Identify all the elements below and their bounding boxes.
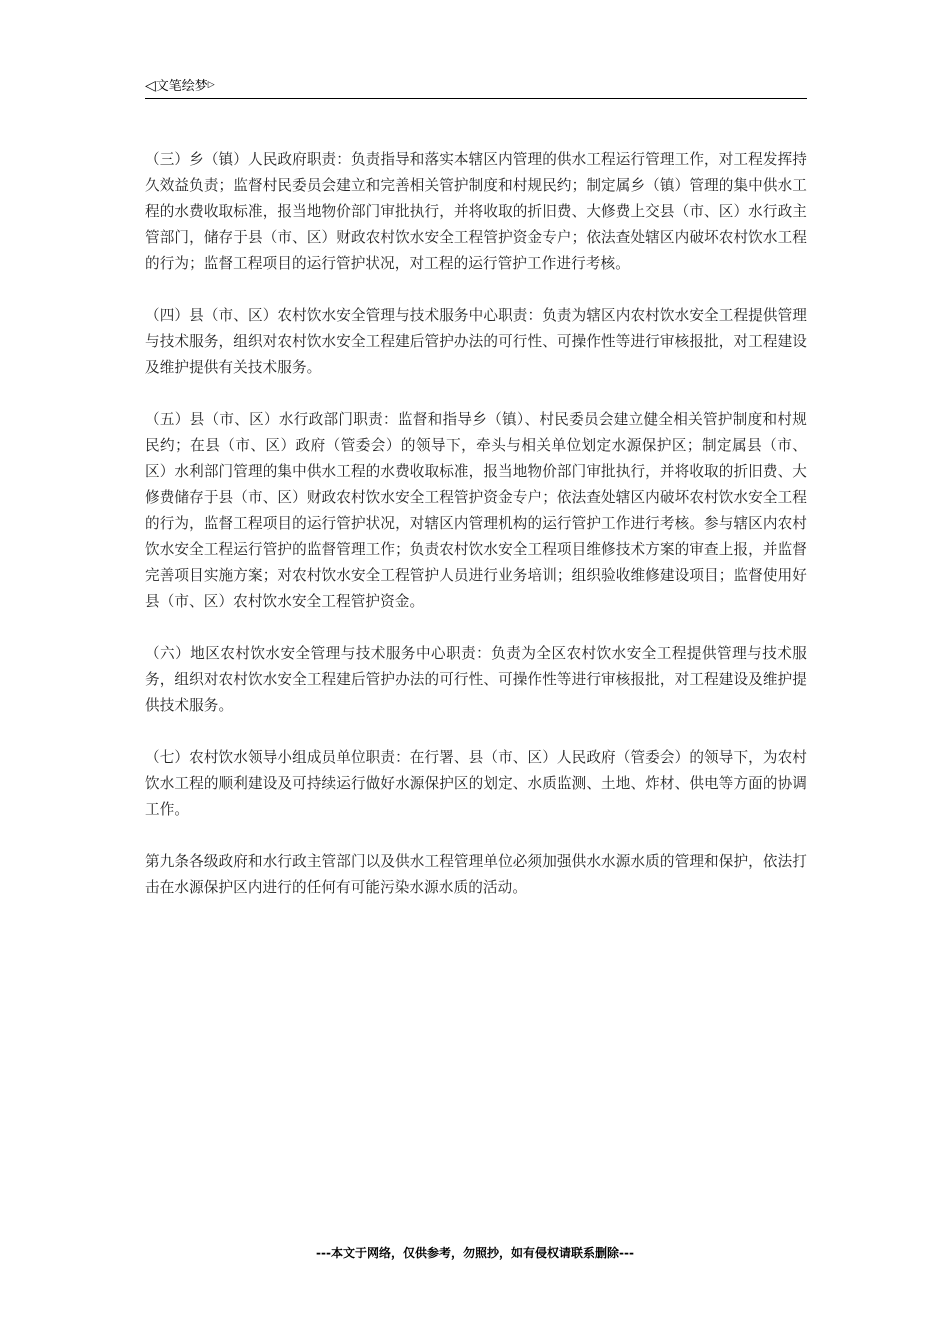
document-body	[145, 147, 807, 927]
header-title	[145, 76, 215, 96]
paragraph-township-duties: （三）乡（镇）人民政府职责：负责指导和落实本辖区内管理的供水工程运行管理工作，对工程发挥持久效益负责；监督村民委员会建立和完善相关管护制度和村规民约；制定属乡（镇）管理的集中供水工程的水费收取标准，报当地物价部门审批执行，并将收取的折旧费、大修费上交县（市、区）水行政主管部门，储存于县（市、区）财政农村饮水安全工程管护资金专户；依法查处辖区内破坏农村饮水工程的行为；监督工程项目的运行管护状况，对工程的运行管护工作进行考核。	[145, 151, 807, 272]
footer-notice: ---本文于网络，仅供参考，勿照抄，如有侵权请联系删除---	[316, 1246, 634, 1260]
paragraph-leading-group-duties: （七）农村饮水领导小组成员单位职责：在行署、县（市、区）人民政府（管委会）的领导下，为农村饮水工程的顺利建设及可持续运行做好水源保护区的划定、水质监测、土地、炸材、供电等方面的协调工作。	[145, 749, 807, 818]
right-triangle-icon: ▷	[207, 80, 215, 90]
header-title-text: 文笔绘梦	[155, 79, 208, 94]
page-header	[145, 74, 807, 99]
paragraph-article-nine: 第九条各级政府和水行政主管部门以及供水工程管理单位必须加强供水水源水质的管理和保护，依法打击在水源保护区内进行的任何有可能污染水源水质的活动。	[145, 853, 807, 896]
paragraph-county-service-center-duties: （四）县（市、区）农村饮水安全管理与技术服务中心职责：负责为辖区内农村饮水安全工程提供管理与技术服务，组织对农村饮水安全工程建后管护办法的可行性、可操作性等进行审核报批，对工程建设及维护提供有关技术服务。	[145, 307, 807, 376]
paragraph-regional-service-center-duties: （六）地区农村饮水安全管理与技术服务中心职责：负责为全区农村饮水安全工程提供管理与技术服务，组织对农村饮水安全工程建后管护办法的可行性、可操作性等进行审核报批，对工程建设及维护提供技术服务。	[145, 645, 807, 714]
left-triangle-icon: ◁	[145, 78, 156, 94]
paragraph-county-water-dept-duties: （五）县（市、区）水行政部门职责：监督和指导乡（镇）、村民委员会建立健全相关管护制度和村规民约；在县（市、区）政府（管委会）的领导下，牵头与相关单位划定水源保护区；制定属县（市、区）水利部门管理的集中供水工程的水费收取标准，报当地物价部门审批执行，并将收取的折旧费、大修费储存于县（市、区）财政农村饮水安全工程管护资金专户；依法查处辖区内破坏农村饮水安全工程的行为，监督工程项目的运行管护状况，对辖区内管理机构的运行管护工作进行考核。参与辖区内农村饮水安全工程运行管护的监督管理工作；负责农村饮水安全工程项目维修技术方案的审查上报，并监督完善项目实施方案；对农村饮水安全工程管护人员进行业务培训；组织验收维修建设项目；监督使用好县（市、区）农村饮水安全工程管护资金。	[145, 411, 807, 610]
